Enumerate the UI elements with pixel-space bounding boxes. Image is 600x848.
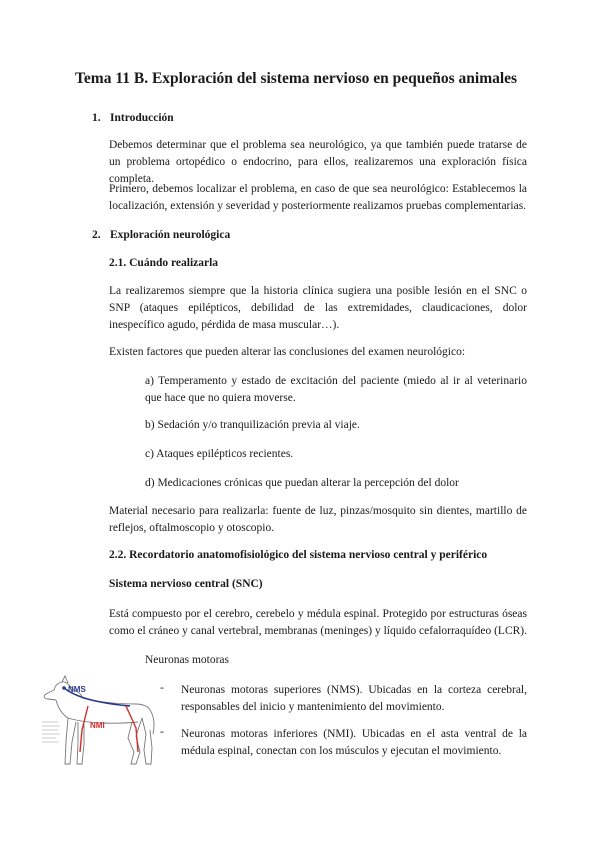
figure-caption-scribble <box>42 722 60 742</box>
subsection-heading-recordatorio: 2.2. Recordatorio anatomofisiológico del sistema nervioso central y periférico <box>109 549 488 561</box>
nmi-pathway-hind <box>126 706 138 752</box>
nms-origin-dot <box>62 686 66 690</box>
intro-paragraph-2: Primero, debemos localizar el problema, en caso de que sea neurológico: Establecemos la localización, extensión y severidad y posteriormente realizamos pruebas complementarias. <box>109 183 527 212</box>
factor-item: d) Medicaciones crónicas que puedan alterar la percepción del dolor <box>145 477 459 489</box>
intro-paragraph-1: Debemos determinar que el problema sea neurológico, ya que también puede tratarse de un problema ortopédico o endocrino, para ellos, realizaremos una exploración física completa. <box>109 139 527 185</box>
material-paragraph: Material necesario para realizarla: fuente de luz, pinzas/mosquito sin dientes, martillo de reflejos, oftalmoscopio y otoscopio. <box>109 505 527 534</box>
snc-paragraph: Está compuesto por el cerebro, cerebelo y médula espinal. Protegido por estructuras óseas como el cráneo y canal vertebral, membranas (meninges) y líquido cefalorraquídeo (LCR). <box>109 608 527 637</box>
snc-heading: Sistema nervioso central (SNC) <box>109 578 263 590</box>
section-heading-introduccion <box>92 112 174 124</box>
section-heading-exploracion <box>92 229 230 241</box>
cuando-paragraph-1: La realizaremos siempre que la historia clínica sugiera una posible lesión en el SNC o SNP (ataques epilépticos, debilidad de las extremidades, claudicaciones, dolor inespecífico agudo, pérdida de masa muscular…). <box>109 285 527 331</box>
bullet-nmi: Neuronas motoras inferiores (NMI). Ubicadas en el asta ventral de la médula espinal, conectan con los músculos y ejecutan el movimiento. <box>181 728 527 757</box>
bullet-mark: - <box>160 682 164 694</box>
section-number: 1. <box>92 112 101 124</box>
page-title: Tema 11 B. Exploración del sistema nervioso en pequeños animales <box>75 70 518 87</box>
section-title: Introducción <box>110 112 174 124</box>
cuando-paragraph-2: Existen factores que pueden alterar las conclusiones del examen neurológico: <box>109 346 466 358</box>
motor-neurons-label: Neuronas motoras <box>145 654 229 666</box>
bullet-nms: Neuronas motoras superiores (NMS). Ubicadas en la corteza cerebral, responsables del inicio y mantenimiento del movimiento. <box>181 684 527 713</box>
factor-item: b) Sedación y/o tranquilización previa al viaje. <box>145 419 360 431</box>
subsection-heading-cuando: 2.1. Cuándo realizarla <box>109 257 219 269</box>
dog-motor-neuron-figure <box>38 672 158 770</box>
factor-item: c) Ataques epilépticos recientes. <box>145 448 294 460</box>
section-number: 2. <box>92 229 101 241</box>
section-title: Exploración neurológica <box>110 229 231 241</box>
bullet-mark: - <box>160 726 164 738</box>
nmi-label: NMI <box>90 721 105 730</box>
nms-label: NMS <box>68 685 86 694</box>
factor-item: a) Temperamento y estado de excitación del paciente (miedo al ir al veterinario que hace que no quiera moverse. <box>145 375 527 404</box>
